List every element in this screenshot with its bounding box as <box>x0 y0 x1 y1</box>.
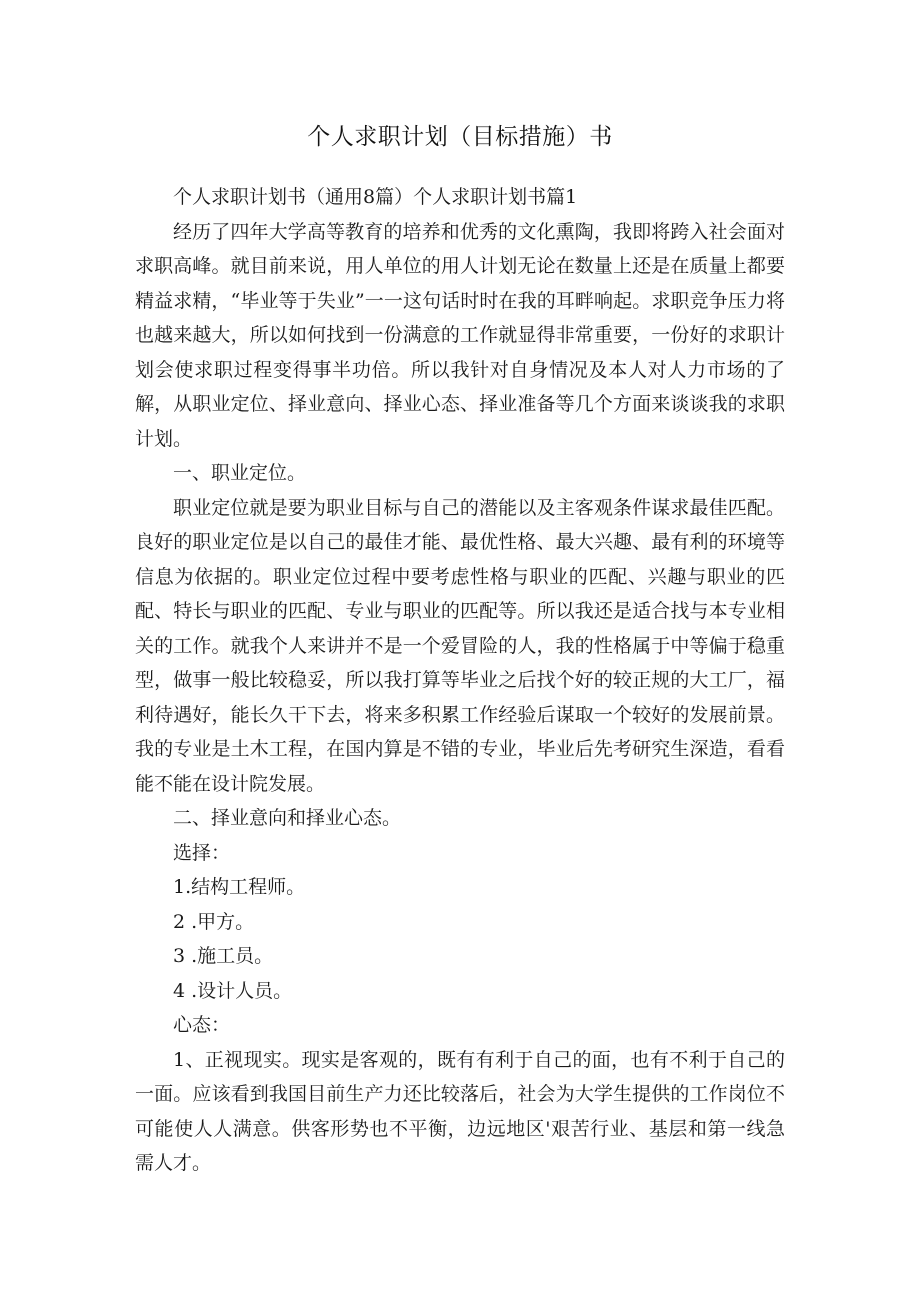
heading-career-intention: 二、择业意向和择业心态。 <box>173 807 402 829</box>
label-choices: 选择： <box>173 841 231 864</box>
document-body <box>135 180 785 1181</box>
list-item: 2 .甲方。 <box>173 910 255 933</box>
heading-career-positioning: 一、职业定位。 <box>173 462 307 484</box>
paragraph-face-reality: 1、正视现实。现实是客观的，既有有利于自己的面，也有不利于自己的一面。应该看到我国目前生产力还比较落后，社会为大学生提供的工作岗位不可能使人人满意。供客形势也不平衡，边远地区'艰苦行业、基层和第一线急需人才。 <box>135 1048 785 1174</box>
paragraph-career-positioning: 职业定位就是要为职业目标与自己的潜能以及主客观条件谋求最佳匹配。良好的职业定位是以自己的最佳才能、最优性格、最大兴趣、最有利的环境等信息为依据的。职业定位过程中要考虑性格与职业的匹配、兴趣与职业的匹配、特长与职业的匹配、专业与职业的匹配等。所以我还是适合找与本专业相关的工作。就我个人来讲并不是一个爱冒险的人，我的性格属于中等偏于稳重型，做事一般比较稳妥，所以我打算等毕业之后找个好的较正规的大工厂，福利待遇好，能长久干下去，将来多积累工作经验后谋取一个较好的发展前景。我的专业是土木工程，在国内算是不错的专业，毕业后先考研究生深造，看看能不能在设计院发展。 <box>135 496 785 795</box>
list-item: 1.结构工程师。 <box>173 876 306 898</box>
document-title: 个人求职计划（目标措施）书 <box>307 124 613 150</box>
list-item: 3 .施工员。 <box>173 945 274 967</box>
paragraph-subtitle: 个人求职计划书（通用8篇）个人求职计划书篇1 <box>173 186 578 208</box>
label-mindset: 心态： <box>173 1014 231 1036</box>
list-item: 4 .设计人员。 <box>173 979 293 1002</box>
paragraph-intro: 经历了四年大学高等教育的培养和优秀的文化熏陶，我即将跨入社会面对求职高峰。就目前来说，用人单位的用人计划无论在数量上还是在质量上都要精益求精，“毕业等于失业”一一这句话时时在我的耳畔响起。求职竞争压力将也越来越大，所以如何找到一份满意的工作就显得非常重要，一份好的求职计划会使求职过程变得事半功倍。所以我针对自身情况及本人对人力市场的了解，从职业定位、择业意向、择业心态、择业准备等几个方面来谈谈我的求职计划。 <box>135 220 785 450</box>
